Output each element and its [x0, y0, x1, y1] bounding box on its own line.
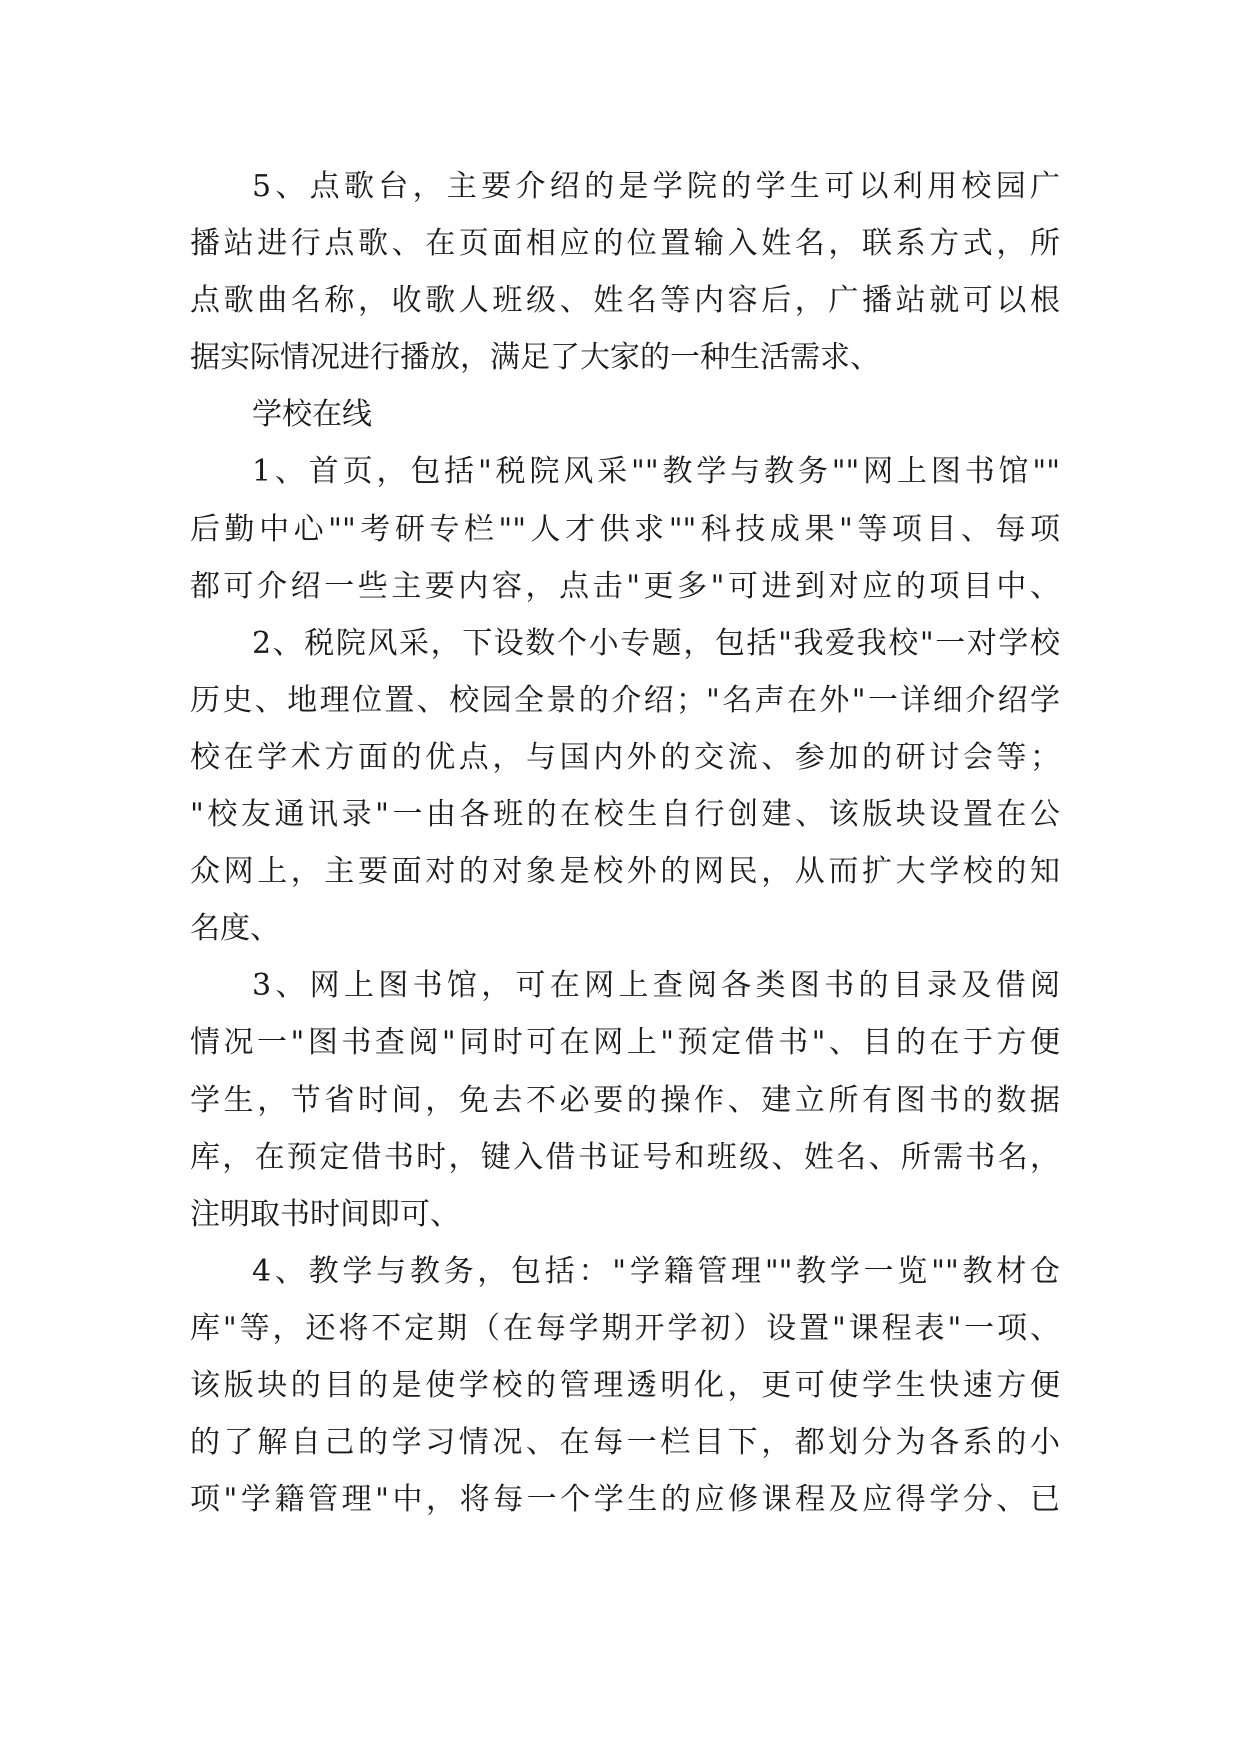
document-body — [190, 158, 1060, 1528]
paragraph-3-line-2: 情况一"图书查阅"同时可在网上"预定借书"、目的在于方便 — [190, 1025, 1060, 1061]
paragraph-2-line-5: 众网上，主要面对的对象是校外的网民，从而扩大学校的知 — [190, 854, 1060, 890]
paragraph-1-line-1: 1、首页，包括"税院风采""教学与教务""网上图书馆"" — [252, 454, 1060, 490]
paragraph-5-line-2: 播站进行点歌、在页面相应的位置输入姓名，联系方式，所 — [190, 226, 1060, 262]
paragraph-3-line-3: 学生，节省时间，免去不必要的操作、建立所有图书的数据 — [190, 1082, 1060, 1118]
paragraph-2-line-3: 校在学术方面的优点，与国内外的交流、参加的研讨会等； — [190, 739, 1060, 775]
paragraph-4-line-4: 的了解自己的学习情况、在每一栏目下，都划分为各系的小 — [190, 1425, 1060, 1461]
paragraph-2-line-4: "校友通讯录"一由各班的在校生自行创建、该版块设置在公 — [190, 797, 1060, 833]
paragraph-2-line-6: 名度、 — [190, 911, 280, 947]
section-heading: 学校在线 — [252, 397, 372, 433]
paragraph-1-line-3: 都可介绍一些主要内容，点击"更多"可进到对应的项目中、 — [190, 568, 1060, 604]
paragraph-2-line-1: 2、税院风采，下设数个小专题，包括"我爱我校"一对学校 — [252, 625, 1060, 661]
paragraph-3-line-4: 库，在预定借书时，键入借书证号和班级、姓名、所需书名， — [190, 1139, 1060, 1175]
paragraph-5-line-4: 据实际情况进行播放，满足了大家的一种生活需求、 — [190, 340, 880, 376]
paragraph-4-line-1: 4、教学与教务，包括："学籍管理""教学一览""教材仓 — [252, 1253, 1060, 1289]
paragraph-5-line-1: 5、点歌台，主要介绍的是学院的学生可以利用校园广 — [252, 169, 1060, 204]
paragraph-4-line-5: 项"学籍管理"中，将每一个学生的应修课程及应得学分、已 — [190, 1482, 1060, 1518]
paragraph-3-line-5: 注明取书时间即可、 — [190, 1196, 460, 1232]
paragraph-2-line-2: 历史、地理位置、校园全景的介绍；"名声在外"一详细介绍学 — [190, 682, 1060, 718]
paragraph-3-line-1: 3、网上图书馆，可在网上查阅各类图书的目录及借阅 — [252, 968, 1060, 1004]
paragraph-5-line-3: 点歌曲名称，收歌人班级、姓名等内容后，广播站就可以根 — [190, 283, 1060, 319]
paragraph-4-line-2: 库"等，还将不定期（在每学期开学初）设置"课程表"一项、 — [190, 1310, 1060, 1346]
paragraph-1-line-2: 后勤中心""考研专栏""人才供求""科技成果"等项目、每项 — [190, 511, 1060, 547]
paragraph-4-line-3: 该版块的目的是使学校的管理透明化，更可使学生快速方便 — [190, 1367, 1060, 1403]
